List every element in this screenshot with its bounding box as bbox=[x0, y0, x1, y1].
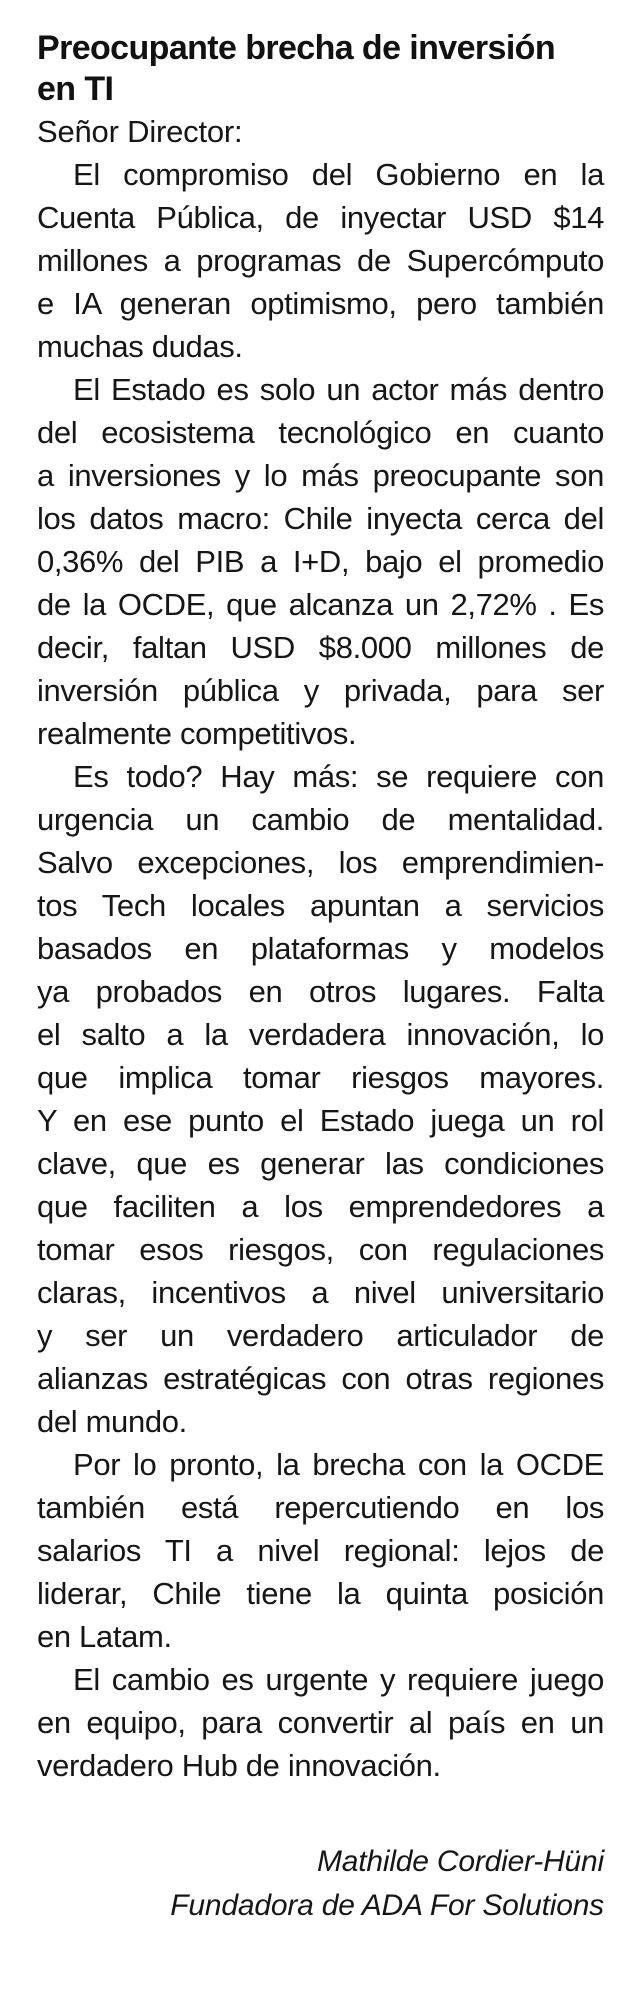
text-line: Y en ese punto el Estado juega un rol bbox=[37, 1103, 604, 1138]
text-line: que implica tomar riesgos mayores. bbox=[37, 1060, 604, 1095]
text-line: en equipo, para convertir al país en un bbox=[37, 1705, 604, 1740]
text-line: ya probados en otros lugares. Falta bbox=[37, 974, 604, 1009]
text-line: 0,36% del PIB a I+D, bajo el promedio bbox=[37, 544, 604, 579]
text-line: a inversiones y lo más preocupante son bbox=[37, 458, 604, 493]
headline bbox=[37, 28, 604, 110]
text-line: realmente competitivos. bbox=[37, 716, 357, 751]
author-name: Mathilde Cordier-Hüni bbox=[316, 1845, 604, 1878]
text-line: que faciliten a los emprendedores a bbox=[37, 1189, 604, 1224]
text-line: Es todo? Hay más: se requiere con bbox=[73, 759, 604, 794]
text-line: del mundo. bbox=[37, 1404, 187, 1439]
text-line: alianzas estratégicas con otras regiones bbox=[37, 1361, 604, 1396]
paragraph bbox=[37, 153, 604, 368]
text-line: basados en plataformas y modelos bbox=[37, 931, 604, 966]
text-line: urgencia un cambio de mentalidad. bbox=[37, 802, 604, 837]
text-line: tomar esos riesgos, con regulaciones bbox=[37, 1232, 604, 1267]
text-line: también está repercutiendo en los bbox=[37, 1490, 604, 1525]
text-line: verdadero Hub de innovación. bbox=[37, 1748, 441, 1783]
text-line: de la OCDE, que alcanza un 2,72% . Es bbox=[37, 587, 604, 622]
headline-line-1: Preocupante brecha de inversión bbox=[37, 29, 556, 67]
text-line: tos Tech locales apuntan a servicios bbox=[37, 888, 604, 923]
paragraph bbox=[37, 1658, 604, 1787]
author-role: Fundadora de ADA For Solutions bbox=[170, 1889, 604, 1922]
text-line: inversión pública y privada, para ser bbox=[37, 673, 604, 708]
salutation: Señor Director: bbox=[37, 114, 243, 149]
text-line: millones a programas de Supercómputo bbox=[37, 243, 604, 278]
text-line: Cuenta Pública, de inyectar USD $14 bbox=[37, 200, 604, 235]
text-line: del ecosistema tecnológico en cuanto bbox=[37, 415, 604, 450]
text-line: el salto a la verdadera innovación, lo bbox=[37, 1017, 604, 1052]
text-line: claras, incentivos a nivel universitario bbox=[37, 1275, 604, 1310]
text-line: El Estado es solo un actor más dentro bbox=[73, 372, 604, 407]
text-line: Por lo pronto, la brecha con la OCDE bbox=[73, 1447, 604, 1482]
text-line: en Latam. bbox=[37, 1619, 172, 1654]
paragraph bbox=[37, 368, 604, 755]
text-line: El compromiso del Gobierno en la bbox=[73, 157, 604, 192]
text-line: clave, que es generar las condiciones bbox=[37, 1146, 604, 1181]
text-line: e IA generan optimismo, pero también bbox=[37, 286, 604, 321]
text-line: El cambio es urgente y requiere juego bbox=[73, 1662, 604, 1697]
headline-line-2: en TI bbox=[37, 70, 114, 108]
letter-body bbox=[37, 153, 604, 1787]
text-line: los datos macro: Chile inyecta cerca del bbox=[37, 501, 604, 536]
text-line: Salvo excepciones, los emprendimien- bbox=[37, 845, 604, 880]
paragraph bbox=[37, 755, 604, 1443]
text-line: y ser un verdadero articulador de bbox=[37, 1318, 604, 1353]
text-line: liderar, Chile tiene la quinta posición bbox=[37, 1576, 604, 1611]
text-line: muchas dudas. bbox=[37, 329, 243, 364]
paragraph bbox=[37, 1443, 604, 1658]
text-line: salarios TI a nivel regional: lejos de bbox=[37, 1533, 604, 1568]
text-line: decir, faltan USD $8.000 millones de bbox=[37, 630, 604, 665]
signature-block bbox=[170, 1840, 604, 1928]
